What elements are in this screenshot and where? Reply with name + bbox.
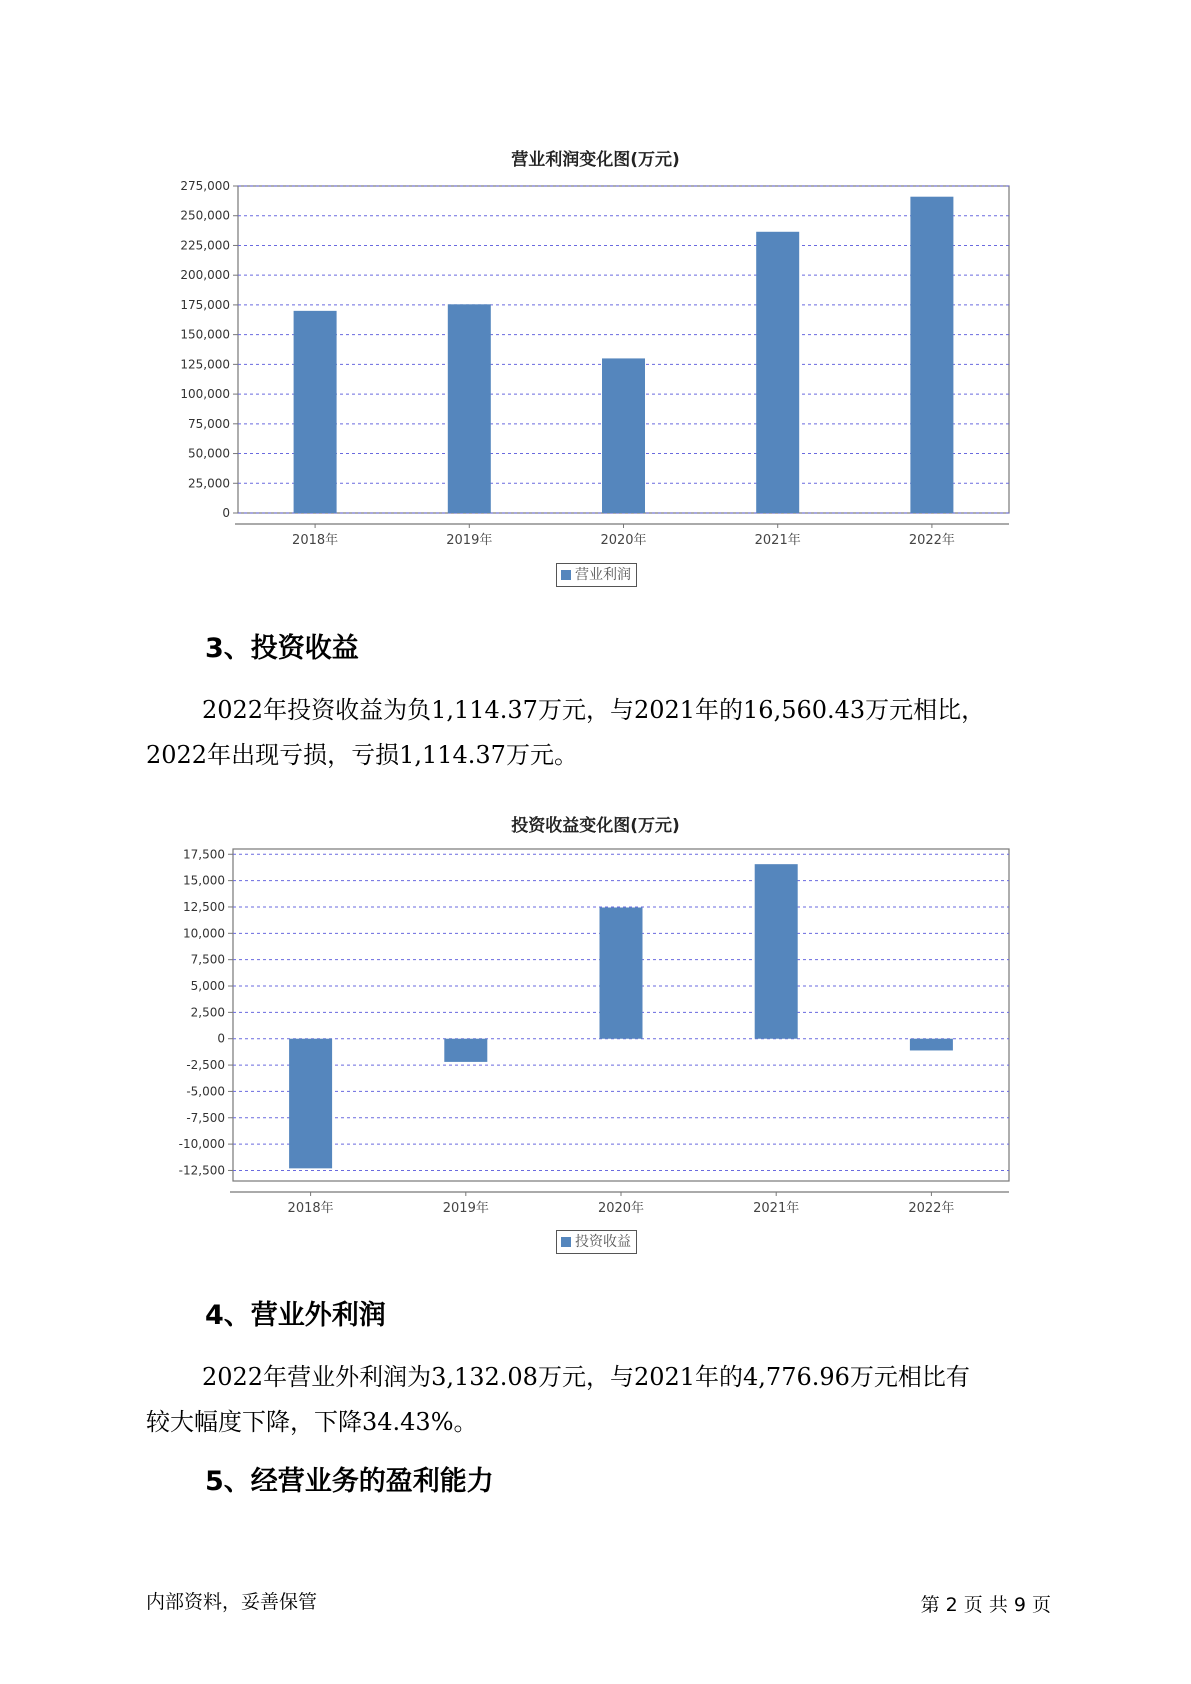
section-3-paragraph [146,688,1046,778]
x-tick-label: 2020年 [600,533,647,548]
x-tick-label: 2019年 [442,1201,489,1216]
section-4-line-1: 2022年营业外利润为3,132.08万元，与2021年的4,776.96万元相比有 [202,1363,970,1391]
y-tick-label: 0 [217,1031,225,1046]
chart2-legend-label: 投资收益 [575,1234,631,1250]
section-4-paragraph [146,1355,1046,1445]
legend-swatch [561,570,571,580]
investment-income-chart [0,845,1191,1216]
y-tick-label: -2,500 [186,1058,225,1073]
y-tick-label: 2,500 [190,1005,225,1020]
x-tick-label: 2020年 [597,1201,645,1216]
bar-2019年 [444,1039,487,1062]
y-tick-label: 225,000 [180,238,230,253]
bar-2022年 [910,197,953,513]
section-3-line-2: 2022年出现亏损，亏损1,114.37万元。 [146,741,578,769]
y-tick-label: 17,500 [183,847,225,862]
y-tick-label: -12,500 [178,1163,225,1178]
x-tick-label: 2021年 [753,1201,800,1216]
section-4-line-2: 较大幅度下降，下降34.43%。 [146,1408,478,1436]
bar-2022年 [910,1039,953,1051]
y-tick-label: 15,000 [183,873,225,888]
y-tick-label: 275,000 [180,179,230,193]
y-tick-label: -5,000 [186,1084,225,1099]
chart1-legend-label: 营业利润 [575,567,631,583]
x-tick-label: 2018年 [287,1201,334,1216]
y-tick-label: -10,000 [178,1137,225,1152]
y-tick-label: 25,000 [188,476,230,491]
footer-page-number: 第 2 页 共 9 页 [920,1594,1051,1616]
y-tick-label: 7,500 [190,952,225,967]
bar-2020年 [602,358,645,513]
y-tick-label: 75,000 [188,416,230,431]
x-tick-label: 2021年 [754,533,801,548]
bar-2020年 [600,907,643,1038]
section-3-heading: 3、投资收益 [205,633,359,664]
y-tick-label: 150,000 [180,327,230,342]
operating-profit-chart [0,179,1191,548]
y-tick-label: 200,000 [180,268,230,283]
bar-2018年 [289,1039,332,1169]
section-3-line-1: 2022年投资收益为负1,114.37万元，与2021年的16,560.43万元相比， [202,696,986,724]
x-tick-label: 2022年 [908,1201,955,1216]
chart1-legend [556,563,637,587]
section-4-heading: 4、营业外利润 [205,1300,386,1331]
footer-confidential-note: 内部资料，妥善保管 [146,1591,318,1613]
x-tick-label: 2018年 [292,533,339,548]
y-tick-label: 12,500 [183,899,225,914]
y-tick-label: 250,000 [180,208,230,223]
x-tick-label: 2022年 [908,533,955,548]
y-tick-label: 50,000 [188,446,230,461]
chart1-title: 营业利润变化图(万元) [511,150,680,170]
y-tick-label: 5,000 [190,979,225,994]
chart2-title: 投资收益变化图(万元) [511,816,680,836]
bar-2021年 [755,864,798,1039]
y-tick-label: -7,500 [186,1110,225,1125]
legend-swatch [561,1237,571,1247]
bar-2018年 [294,311,337,513]
bar-2019年 [448,304,491,513]
chart2-legend [556,1230,637,1254]
y-tick-label: 10,000 [183,926,225,941]
y-tick-label: 100,000 [180,387,230,402]
section-5-heading: 5、经营业务的盈利能力 [205,1466,494,1497]
bar-2021年 [756,232,799,513]
x-tick-label: 2019年 [446,533,493,548]
y-tick-label: 175,000 [180,297,230,312]
y-tick-label: 125,000 [180,357,230,372]
y-tick-label: 0 [222,506,230,520]
